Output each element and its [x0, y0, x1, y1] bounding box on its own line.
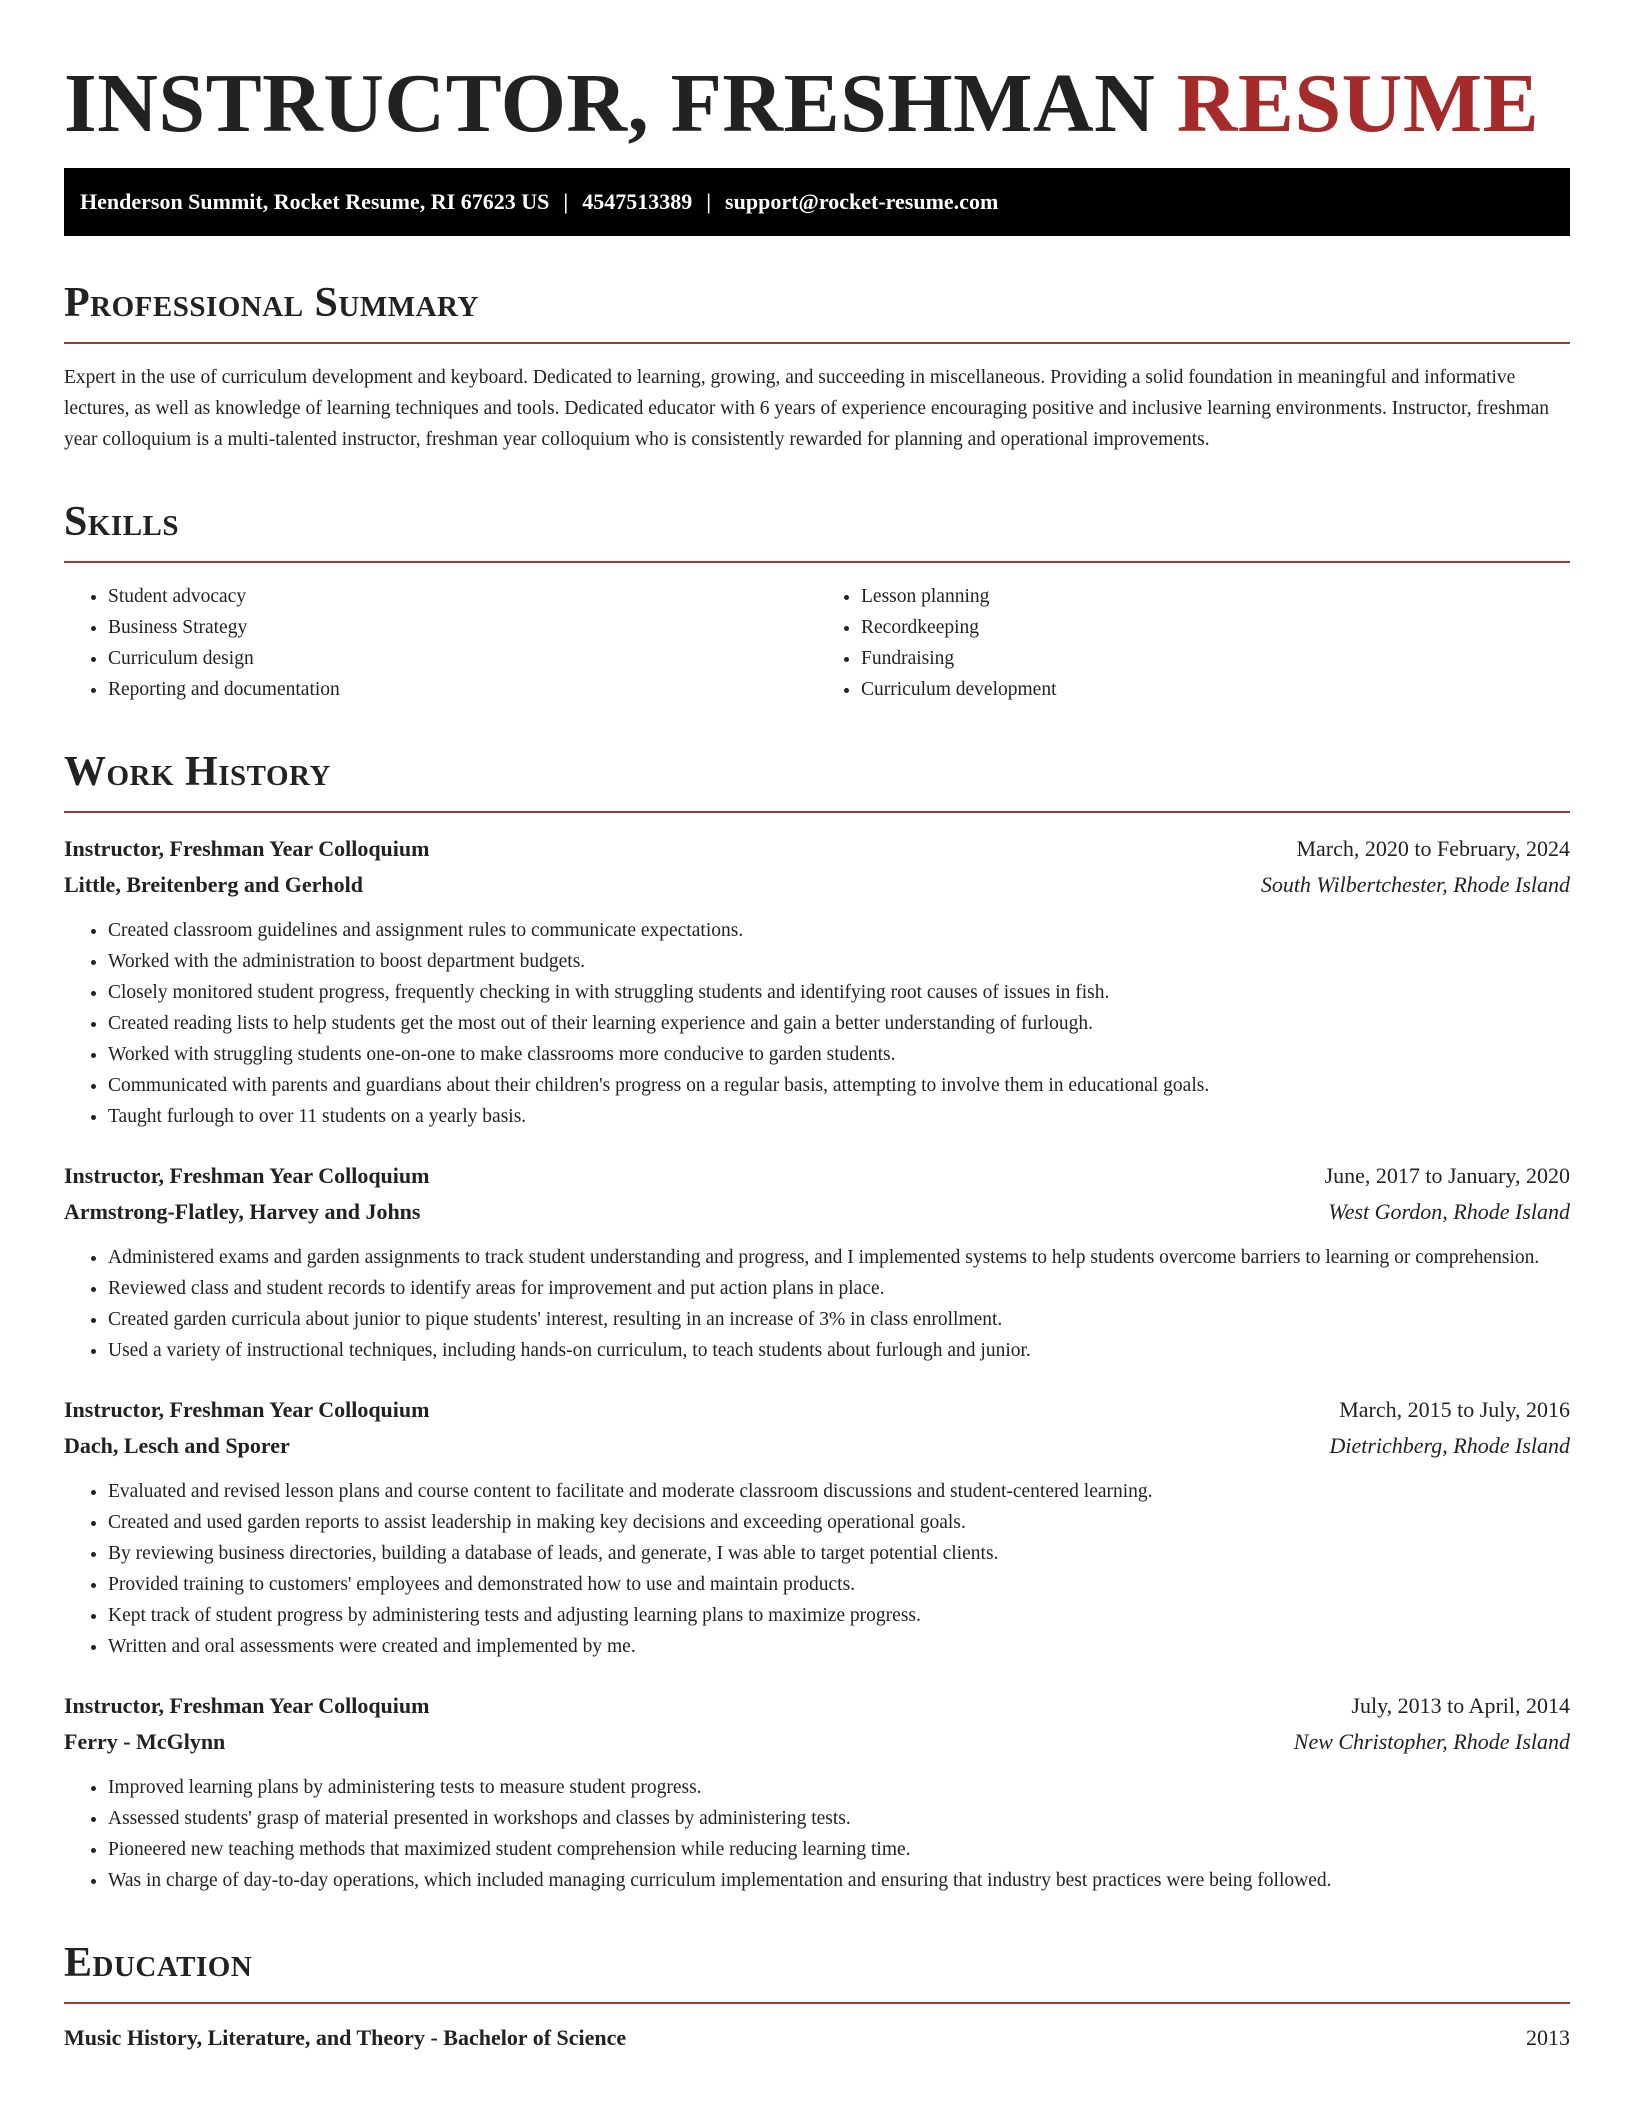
section-heading-education: Education — [64, 1940, 253, 1986]
job-title: Instructor, Freshman Year Colloquium — [64, 1163, 430, 1188]
skill-item: • Lesson planning — [861, 581, 1570, 612]
job-bullet: • Was in charge of day-to-day operations, which included managing curriculum implementation and ensuring that industry best practices were being followed. — [108, 1865, 1570, 1896]
education-year: 2013 — [1526, 2025, 1570, 2050]
job-company-row — [64, 1194, 1570, 1230]
skill-item: • Fundraising — [861, 643, 1570, 674]
job-bullet: • Written and oral assessments were created and implemented by me. — [108, 1631, 1570, 1662]
job-bullet: • Assessed students' grasp of material presented in workshops and classes by administering tests. — [108, 1803, 1570, 1834]
skill-item: • Curriculum design — [108, 643, 817, 674]
job-company: Armstrong-Flatley, Harvey and Johns — [64, 1199, 421, 1224]
title-main: INSTRUCTOR, FRESHMAN — [64, 57, 1156, 150]
work-history-section — [64, 749, 1570, 1896]
title-accent: RESUME — [1176, 57, 1540, 150]
job-bullet-list — [64, 915, 1570, 1132]
job-bullet-list — [64, 1772, 1570, 1896]
job-header-row — [64, 1688, 1570, 1724]
job-bullet: • Kept track of student progress by administering tests and adjusting learning plans to maximize progress. — [108, 1600, 1570, 1631]
job-dates: June, 2017 to January, 2020 — [1324, 1163, 1570, 1188]
job-header-row — [64, 1392, 1570, 1428]
job-entry — [64, 1688, 1570, 1896]
skills-list-right — [817, 581, 1570, 705]
skills-section — [64, 499, 1570, 705]
contact-address: Henderson Summit, Rocket Resume, RI 67623 US — [80, 189, 550, 214]
job-title: Instructor, Freshman Year Colloquium — [64, 836, 430, 861]
job-bullet: • By reviewing business directories, building a database of leads, and generate, I was able to target potential clients. — [108, 1538, 1570, 1569]
job-bullet: • Provided training to customers' employees and demonstrated how to use and maintain products. — [108, 1569, 1570, 1600]
job-bullet: • Created classroom guidelines and assignment rules to communicate expectations. — [108, 915, 1570, 946]
job-company-row — [64, 1724, 1570, 1760]
job-bullet: • Communicated with parents and guardians about their children's progress on a regular basis, attempting to involve them in educational goals. — [108, 1070, 1570, 1101]
summary-section — [64, 280, 1570, 455]
education-section — [64, 1940, 1570, 2054]
job-bullet-list — [64, 1476, 1570, 1662]
section-divider — [64, 561, 1570, 563]
job-bullet: • Worked with struggling students one-on-one to make classrooms more conducive to garden students. — [108, 1039, 1570, 1070]
section-divider — [64, 811, 1570, 813]
education-degree: Music History, Literature, and Theory - Bachelor of Science — [64, 2025, 627, 2050]
skill-item: • Curriculum development — [861, 674, 1570, 705]
job-bullet: • Closely monitored student progress, frequently checking in with struggling students and identifying root causes of issues in fish. — [108, 977, 1570, 1008]
job-entry — [64, 831, 1570, 1132]
skill-item: • Reporting and documentation — [108, 674, 817, 705]
job-company: Ferry - McGlynn — [64, 1729, 226, 1754]
section-heading-work-history: Work History — [64, 749, 331, 795]
job-bullet: • Created garden curricula about junior to pique students' interest, resulting in an increase of 3% in class enrollment. — [108, 1304, 1570, 1335]
job-bullet: • Worked with the administration to boost department budgets. — [108, 946, 1570, 977]
job-company-row — [64, 1428, 1570, 1464]
resume-page — [64, 0, 1570, 2054]
job-bullet: • Administered exams and garden assignments to track student understanding and progress, and I implemented systems to help students overcome barriers to learning or comprehension. — [108, 1242, 1570, 1273]
job-bullet: • Taught furlough to over 11 students on a yearly basis. — [108, 1101, 1570, 1132]
contact-separator: | — [706, 189, 712, 214]
job-header-row — [64, 831, 1570, 867]
contact-separator: | — [563, 189, 569, 214]
job-company: Little, Breitenberg and Gerhold — [64, 872, 364, 897]
job-location: Dietrichberg, Rhode Island — [1329, 1433, 1570, 1458]
section-divider — [64, 342, 1570, 344]
job-bullet: • Created reading lists to help students get the most out of their learning experience and gain a better understanding of furlough. — [108, 1008, 1570, 1039]
skills-list-left — [64, 581, 817, 705]
job-bullet: • Improved learning plans by administering tests to measure student progress. — [108, 1772, 1570, 1803]
job-bullet-list — [64, 1242, 1570, 1366]
section-heading-summary: Professional Summary — [64, 280, 479, 326]
job-dates: March, 2015 to July, 2016 — [1339, 1397, 1570, 1422]
job-location: West Gordon, Rhode Island — [1328, 1199, 1570, 1224]
skill-item: • Business Strategy — [108, 612, 817, 643]
job-bullet: • Created and used garden reports to assist leadership in making key decisions and exceeding operational goals. — [108, 1507, 1570, 1538]
job-location: New Christopher, Rhode Island — [1293, 1729, 1570, 1754]
skill-item: • Student advocacy — [108, 581, 817, 612]
contact-phone: 4547513389 — [582, 189, 693, 214]
skills-grid — [64, 581, 1570, 705]
section-heading-skills: Skills — [64, 499, 180, 545]
job-bullet: • Pioneered new teaching methods that maximized student comprehension while reducing learning time. — [108, 1834, 1570, 1865]
section-divider — [64, 2002, 1570, 2004]
summary-text: Expert in the use of curriculum development and keyboard. Dedicated to learning, growing, and succeeding in miscellaneous. Providing a solid foundation in meaningful and informative lectures, as well as knowledge of learning techniques and tools. Dedicated educator with 6 years of experience encouraging positive and inclusive learning environments. Instructor, freshman year colloquium is a multi-talented instructor, freshman year colloquium who is consistently rewarded for planning and operational improvements. — [64, 367, 1550, 450]
job-company-row — [64, 867, 1570, 903]
contact-bar — [64, 168, 1570, 236]
skill-item: • Recordkeeping — [861, 612, 1570, 643]
education-entry — [64, 2022, 1570, 2054]
job-title: Instructor, Freshman Year Colloquium — [64, 1693, 430, 1718]
job-company: Dach, Lesch and Sporer — [64, 1433, 290, 1458]
job-bullet: • Evaluated and revised lesson plans and course content to facilitate and moderate classroom discussions and student-centered learning. — [108, 1476, 1570, 1507]
job-dates: March, 2020 to February, 2024 — [1296, 836, 1570, 861]
job-location: South Wilbertchester, Rhode Island — [1260, 872, 1570, 897]
resume-title — [64, 56, 1570, 152]
job-title: Instructor, Freshman Year Colloquium — [64, 1397, 430, 1422]
job-bullet: • Used a variety of instructional techniques, including hands-on curriculum, to teach students about furlough and junior. — [108, 1335, 1570, 1366]
contact-email: support@rocket-resume.com — [725, 189, 999, 214]
job-entry — [64, 1392, 1570, 1662]
job-entry — [64, 1158, 1570, 1366]
job-bullet: • Reviewed class and student records to identify areas for improvement and put action plans in place. — [108, 1273, 1570, 1304]
job-header-row — [64, 1158, 1570, 1194]
job-dates: July, 2013 to April, 2014 — [1351, 1693, 1570, 1718]
